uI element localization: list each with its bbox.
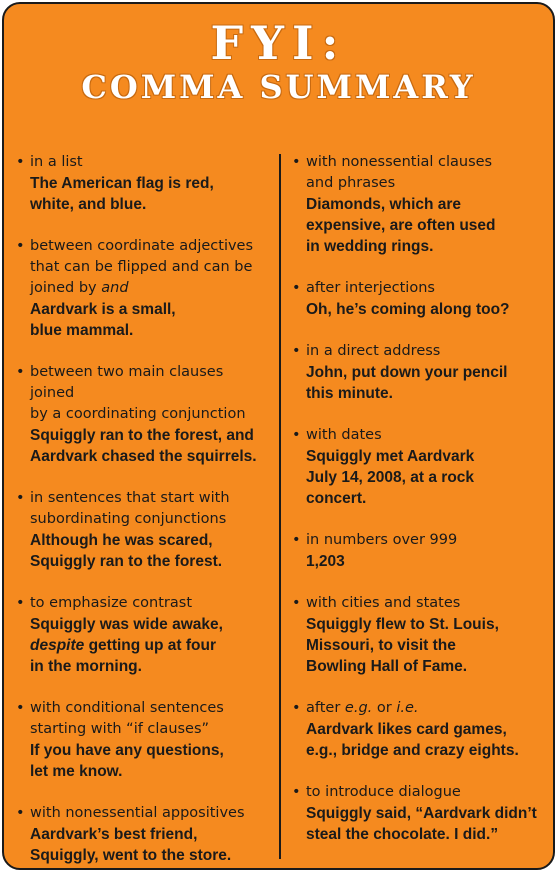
- title-fyi: FYI:: [210, 16, 347, 70]
- rule-line-text: joined by: [30, 280, 102, 296]
- rule-text: [292, 341, 548, 362]
- rule-line: with dates: [306, 427, 382, 443]
- comma-rule-item: [292, 425, 548, 509]
- example-sentence: [16, 530, 271, 572]
- left-column: [16, 152, 271, 866]
- rule-line: with nonessential appositives: [30, 805, 245, 821]
- rule-text: [292, 278, 548, 299]
- comma-rule-item: [292, 782, 548, 845]
- example-line: Squiggly was wide awake,: [30, 616, 223, 633]
- example-sentence: [16, 614, 271, 677]
- example-sentence: [292, 362, 548, 404]
- rule-line-text: after: [306, 700, 345, 716]
- example-line: Squiggly met Aardvark: [306, 448, 475, 465]
- comma-rule-item: [292, 341, 548, 404]
- bullet-icon: •: [16, 490, 25, 506]
- rule-line: in a list: [30, 154, 83, 170]
- bullet-icon: •: [16, 154, 25, 170]
- example-sentence: [292, 446, 548, 509]
- rule-line: by a coordinating conjunction: [30, 406, 246, 422]
- example-line: Aardvark likes card games,: [306, 721, 507, 738]
- example-line: Squiggly ran to the forest, and: [30, 427, 254, 444]
- rule-text: [16, 698, 271, 740]
- example-line: white, and blue.: [30, 196, 147, 213]
- example-line: Diamonds, which are: [306, 196, 462, 213]
- bullet-icon: •: [292, 532, 301, 548]
- example-line: John, put down your pencil: [306, 364, 508, 381]
- rule-text: [16, 593, 271, 614]
- example-sentence: [292, 194, 548, 257]
- rule-line: to emphasize contrast: [30, 595, 193, 611]
- comma-rule-item: [292, 698, 548, 761]
- rule-line: [30, 278, 271, 299]
- example-line: Aardvark chased the squirrels.: [30, 448, 257, 465]
- rule-italic-word: and: [101, 280, 129, 296]
- comma-rule-item: [16, 362, 271, 467]
- comma-rule-item: [292, 152, 548, 257]
- bullet-icon: •: [16, 238, 25, 254]
- example-sentence: [16, 824, 271, 866]
- bullet-icon: •: [16, 700, 25, 716]
- example-line: Squiggly ran to the forest.: [30, 553, 223, 570]
- example-line: e.g., bridge and crazy eights.: [306, 742, 519, 759]
- comma-rule-item: [16, 236, 271, 341]
- example-line: If you have any questions,: [30, 742, 224, 759]
- example-line: The American flag is red,: [30, 175, 214, 192]
- bullet-icon: •: [292, 343, 301, 359]
- rule-text: [292, 425, 548, 446]
- bullet-icon: •: [16, 805, 25, 821]
- example-sentence: [292, 299, 548, 320]
- title-comma-summary: COMMA SUMMARY: [81, 68, 476, 106]
- right-column: [292, 152, 548, 845]
- rule-line: that can be flipped and can be: [30, 259, 253, 275]
- example-line: in wedding rings.: [306, 238, 434, 255]
- example-sentence: [292, 719, 548, 761]
- example-sentence: [292, 614, 548, 677]
- example-line: let me know.: [30, 763, 123, 780]
- rule-line: and phrases: [306, 175, 396, 191]
- example-line: 1,203: [306, 553, 345, 570]
- example-line: steal the chocolate. I did.”: [306, 826, 499, 843]
- example-sentence: [16, 740, 271, 782]
- example-line-text: getting up at four: [84, 637, 216, 654]
- rule-italic-word: i.e.: [396, 700, 419, 716]
- bullet-icon: •: [292, 595, 301, 611]
- comma-rule-item: [16, 488, 271, 572]
- comma-rule-item: [292, 278, 548, 320]
- example-line: Squiggly said, “Aardvark didn’t: [306, 805, 537, 822]
- rule-text: [16, 236, 271, 299]
- example-line: Although he was scared,: [30, 532, 213, 549]
- rule-line: with nonessential clauses: [306, 154, 493, 170]
- comma-rule-item: [16, 593, 271, 677]
- rule-text: [292, 593, 548, 614]
- example-line: Squiggly flew to St. Louis,: [306, 616, 499, 633]
- bullet-icon: •: [16, 364, 25, 380]
- comma-rule-item: [16, 698, 271, 782]
- rule-line: [306, 698, 548, 719]
- rule-text: [16, 488, 271, 530]
- comma-rule-item: [292, 593, 548, 677]
- bullet-icon: •: [292, 154, 301, 170]
- rule-text: [292, 782, 548, 803]
- example-line: [30, 635, 271, 656]
- rule-line: in a direct address: [306, 343, 441, 359]
- rule-italic-word: e.g.: [344, 700, 373, 716]
- example-line: expensive, are often used: [306, 217, 496, 234]
- example-line: Oh, he’s coming along too?: [306, 301, 510, 318]
- rule-line: to introduce dialogue: [306, 784, 461, 800]
- rule-line: with conditional sentences: [30, 700, 224, 716]
- example-line: July 14, 2008, at a rock: [306, 469, 475, 486]
- example-italic-word: despite: [30, 637, 85, 654]
- rule-line: after interjections: [306, 280, 435, 296]
- example-line: Aardvark is a small,: [30, 301, 176, 318]
- comma-rule-item: [292, 530, 548, 572]
- example-line: in the morning.: [30, 658, 142, 675]
- rule-line: in numbers over 999: [306, 532, 458, 548]
- comma-rule-item: [16, 803, 271, 866]
- example-line: Missouri, to visit the: [306, 637, 456, 654]
- example-sentence: [16, 299, 271, 341]
- comma-rule-item: [16, 152, 271, 215]
- comma-summary-card: [2, 2, 555, 870]
- rule-line: with cities and states: [306, 595, 461, 611]
- example-line: concert.: [306, 490, 367, 507]
- rule-line: subordinating conjunctions: [30, 511, 227, 527]
- example-line: blue mammal.: [30, 322, 134, 339]
- bullet-icon: •: [292, 700, 301, 716]
- rule-line: between coordinate adjectives: [30, 238, 254, 254]
- example-line: Bowling Hall of Fame.: [306, 658, 468, 675]
- example-sentence: [292, 803, 548, 845]
- column-divider: [279, 154, 281, 859]
- example-line: Aardvark’s best friend,: [30, 826, 198, 843]
- example-sentence: [16, 425, 271, 467]
- example-sentence: [292, 551, 548, 572]
- rule-line: in sentences that start with: [30, 490, 230, 506]
- rule-text: [292, 152, 548, 194]
- bullet-icon: •: [292, 427, 301, 443]
- bullet-icon: •: [16, 595, 25, 611]
- example-line: Squiggly, went to the store.: [30, 847, 232, 864]
- rule-line-text: or: [372, 700, 397, 716]
- rule-line: starting with “if clauses”: [30, 721, 210, 737]
- rule-text: [292, 698, 548, 719]
- rule-line: between two main clauses joined: [30, 364, 224, 401]
- rule-text: [16, 152, 271, 173]
- example-sentence: [16, 173, 271, 215]
- example-line: this minute.: [306, 385, 393, 402]
- rule-text: [16, 803, 271, 824]
- bullet-icon: •: [292, 784, 301, 800]
- rule-text: [292, 530, 548, 551]
- bullet-icon: •: [292, 280, 301, 296]
- rule-text: [16, 362, 271, 425]
